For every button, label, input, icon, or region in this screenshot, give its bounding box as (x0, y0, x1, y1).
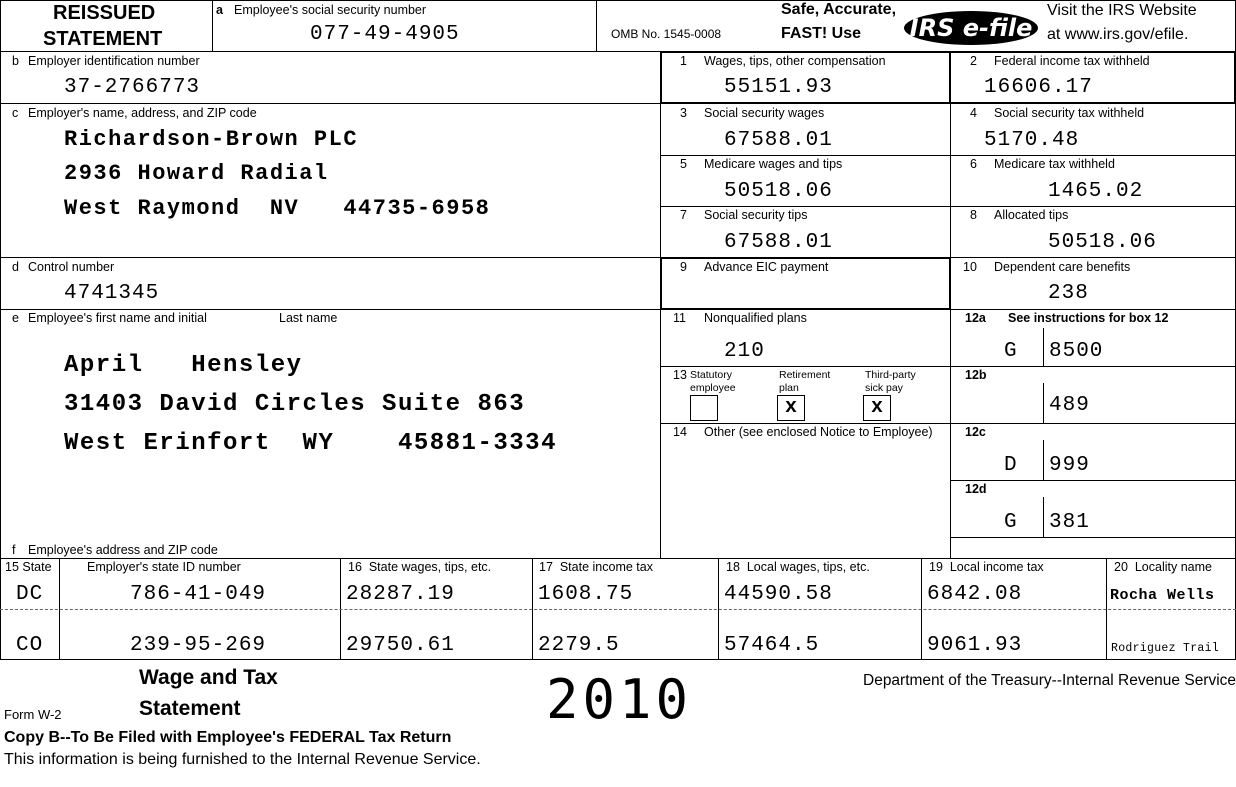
rule (596, 0, 597, 51)
box-1-value: 55151.93 (724, 76, 833, 99)
form-title-line2: Statement (139, 697, 241, 720)
border-top (0, 0, 1236, 1)
box-10-number: 10 (963, 260, 977, 274)
employer-city-state-zip: West Raymond NV 44735-6958 (64, 196, 491, 221)
box-6-number: 6 (970, 157, 977, 171)
box-d-label: Control number (28, 260, 115, 274)
state-row-2-state: CO (16, 634, 44, 657)
rule (660, 155, 1236, 156)
box-5-number: 5 (680, 157, 687, 171)
box-3-value: 67588.01 (724, 129, 833, 152)
state-row-2-local-wages: 57464.5 (724, 634, 820, 657)
employee-city-state-zip: West Erinfort WY 45881-3334 (64, 430, 557, 457)
box-d-letter: d (12, 260, 19, 274)
box-12b-value: 489 (1049, 394, 1090, 417)
box-12d-number: 12d (965, 482, 987, 496)
box-4-label: Social security tax withheld (994, 106, 1145, 120)
box-4-number: 4 (970, 106, 977, 120)
visit-irs-text: Visit the IRS Website (1047, 2, 1197, 19)
border-left (0, 0, 1, 660)
box-14-number: 14 (673, 425, 687, 439)
employer-street: 2936 Howard Radial (64, 161, 329, 186)
box-10-label: Dependent care benefits (994, 260, 1131, 274)
box-1-number: 1 (680, 54, 687, 68)
ein-value: 37-2766773 (64, 76, 201, 99)
rule (950, 537, 1236, 538)
box-9-number: 9 (680, 260, 687, 274)
box-a-label: Employee's social security number (234, 3, 427, 17)
state-row-2-id: 239-95-269 (130, 634, 267, 657)
irs-efile-logo: IRS e-file (904, 11, 1038, 45)
statutory-employee-checkbox[interactable] (690, 395, 718, 421)
rule (660, 206, 1236, 207)
box-f-label: Employee's address and ZIP code (28, 543, 218, 557)
box-12b-number: 12b (965, 368, 987, 382)
box-12a-number: 12a (965, 311, 986, 325)
box-12d-code: G (1004, 511, 1018, 534)
treasury-department: Department of the Treasury--Internal Revenue Service (863, 672, 1236, 689)
box-9-label: Advance EIC payment (704, 260, 829, 274)
retirement-plan-label: Retirement plan (779, 369, 831, 394)
box-2-number: 2 (970, 54, 977, 68)
rule-dashed (0, 609, 1236, 610)
rule (1043, 440, 1044, 480)
box-2-value: 16606.17 (984, 76, 1093, 99)
control-number-value: 4741345 (64, 282, 160, 305)
box-18-label: 18 Local wages, tips, etc. (726, 560, 870, 574)
rule (950, 480, 1236, 481)
employer-name: Richardson-Brown PLC (64, 127, 359, 152)
box-11-value: 210 (724, 340, 765, 363)
rule (1043, 383, 1044, 423)
box-12c-number: 12c (965, 425, 986, 439)
rule (1043, 497, 1044, 537)
employee-street: 31403 David Circles Suite 863 (64, 391, 526, 418)
rule (660, 423, 950, 424)
box-7-value: 67588.01 (724, 231, 833, 254)
box-12-instructions: See instructions for box 12 (1008, 311, 1169, 325)
box-8-value: 50518.06 (1048, 231, 1157, 254)
state-row-2-locality: Rodriguez Trail (1111, 642, 1220, 655)
box-12c-code: D (1004, 454, 1018, 477)
box-12a-value: 8500 (1049, 340, 1104, 363)
form-title-line1: Wage and Tax (139, 666, 278, 689)
box-c-letter: c (12, 106, 19, 120)
box-19-label: 19 Local income tax (929, 560, 1044, 574)
box-6-label: Medicare tax withheld (994, 157, 1115, 171)
rule (660, 366, 950, 367)
copy-b-notice: Copy B--To Be Filed with Employee's FEDERAL Tax Return (4, 729, 452, 746)
irs-url-text: at www.irs.gov/efile. (1047, 26, 1189, 43)
employer-state-id-label: Employer's state ID number (87, 560, 241, 574)
reissued-label: REISSUED (53, 2, 156, 24)
box-10-value: 238 (1048, 282, 1089, 305)
state-row-2-local-tax: 9061.93 (927, 634, 1023, 657)
box-5-value: 50518.06 (724, 180, 833, 203)
state-row-1-locality: Rocha Wells (1110, 587, 1215, 604)
rule (0, 558, 1236, 559)
box-7-number: 7 (680, 208, 687, 222)
employee-name: April Hensley (64, 352, 303, 379)
box-20-label: 20 Locality name (1114, 560, 1212, 574)
box-8-number: 8 (970, 208, 977, 222)
box-e-letter: e (12, 311, 19, 325)
rule (950, 423, 1236, 424)
rule (0, 659, 1236, 660)
safe-accurate-text: Safe, Accurate, (781, 1, 897, 18)
box-16-label: 16 State wages, tips, etc. (348, 560, 492, 574)
rule (0, 257, 1236, 258)
state-row-1-tax: 1608.75 (538, 583, 634, 606)
box-e-label: Employee's first name and initial (28, 311, 207, 325)
third-party-sick-pay-label: Third-party sick pay (865, 369, 916, 394)
irs-info-notice: This information is being furnished to the Internal Revenue Service. (4, 751, 481, 768)
state-row-1-wages: 28287.19 (346, 583, 455, 606)
box-15-label: 15 State (5, 560, 52, 574)
box-11-number: 11 (673, 311, 686, 325)
form-w2-label: Form W-2 (4, 707, 62, 722)
box-b-letter: b (12, 54, 19, 68)
third-party-sick-pay-checkbox[interactable]: x (863, 395, 891, 421)
box-12d-value: 381 (1049, 511, 1090, 534)
box-c-label: Employer's name, address, and ZIP code (28, 106, 257, 120)
box-f-letter: f (12, 543, 16, 557)
box-8-label: Allocated tips (994, 208, 1069, 222)
state-row-2-wages: 29750.61 (346, 634, 455, 657)
fast-use-text: FAST! Use (781, 25, 862, 42)
state-row-1-local-tax: 6842.08 (927, 583, 1023, 606)
tax-year: 2010 (546, 668, 693, 731)
rule (950, 366, 1236, 367)
box-13-number: 13 (673, 368, 687, 382)
ssn-value: 077-49-4905 (310, 23, 460, 46)
state-row-1-state: DC (16, 583, 44, 606)
box-12c-value: 999 (1049, 454, 1090, 477)
box-a-letter: a (216, 3, 223, 17)
state-row-1-id: 786-41-049 (130, 583, 267, 606)
box-6-value: 1465.02 (1048, 180, 1144, 203)
rule (0, 309, 1236, 310)
box-2-label: Federal income tax withheld (994, 54, 1150, 68)
box-11-label: Nonqualified plans (704, 311, 807, 325)
box-b-label: Employer identification number (28, 54, 200, 68)
omb-number: OMB No. 1545-0008 (611, 27, 722, 41)
box-12a-code: G (1004, 340, 1018, 363)
state-row-2-tax: 2279.5 (538, 634, 620, 657)
statement-label: STATEMENT (43, 28, 163, 50)
box-e-last-name-label: Last name (279, 311, 338, 325)
statutory-employee-label: Statutory employee (690, 369, 736, 394)
state-row-1-local-wages: 44590.58 (724, 583, 833, 606)
box-7-label: Social security tips (704, 208, 808, 222)
retirement-plan-checkbox[interactable]: x (777, 395, 805, 421)
rule (1043, 328, 1044, 366)
box-1-label: Wages, tips, other compensation (704, 54, 886, 68)
box-5-label: Medicare wages and tips (704, 157, 843, 171)
box-14-label: Other (see enclosed Notice to Employee) (704, 425, 933, 439)
box-3-label: Social security wages (704, 106, 825, 120)
box-3-number: 3 (680, 106, 687, 120)
box-4-value: 5170.48 (984, 129, 1080, 152)
box-17-label: 17 State income tax (539, 560, 653, 574)
rule (212, 0, 213, 51)
